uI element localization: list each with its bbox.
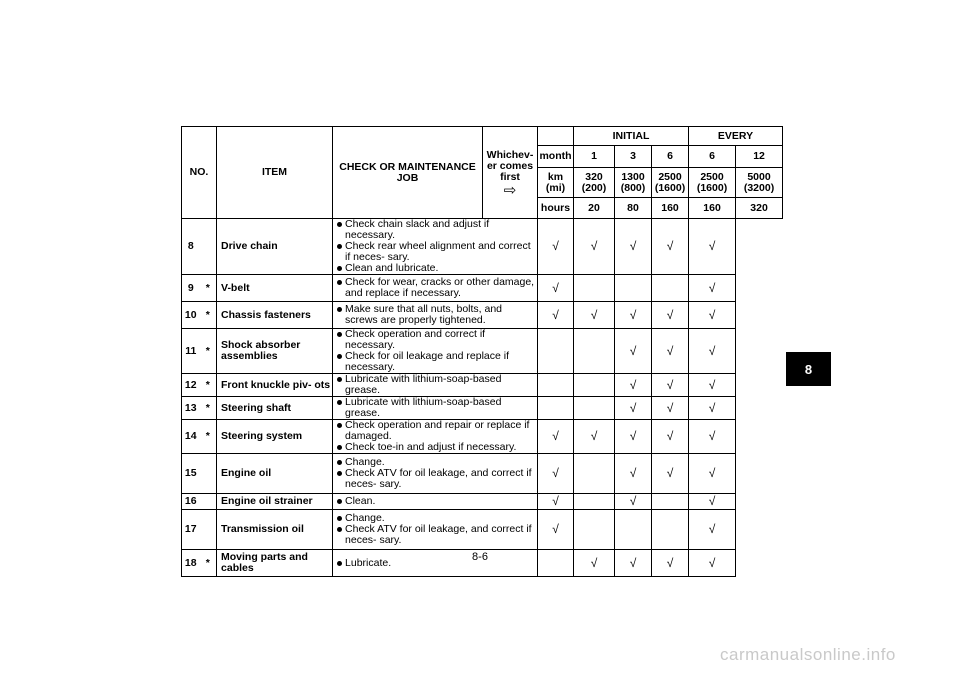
row-number: 8 [182,219,200,275]
row-item: Engine oil strainer [217,494,333,510]
job-bullet-item: Change. [336,457,537,468]
row-job [333,550,538,577]
job-list [336,558,537,569]
asterisk-mark: * [200,550,217,577]
check-mark: √ [574,302,615,329]
check-mark [652,275,689,302]
check-mark: √ [538,494,574,510]
check-mark: √ [652,302,689,329]
check-mark: √ [538,510,574,550]
check-mark: √ [689,454,736,494]
job-bullet-item: Check operation and repair or replace if damaged. [336,420,537,442]
job-bullet-item: Make sure that all nuts, bolts, and screws are properly tightened. [336,304,537,326]
check-mark: √ [689,510,736,550]
job-bullet-item: Check chain slack and adjust if necessary. [336,219,537,241]
km-label: km (mi) [538,168,574,198]
row-job [333,329,538,374]
table-row [182,302,783,329]
check-mark: √ [574,219,615,275]
row-item: Drive chain [217,219,333,275]
check-mark: √ [689,275,736,302]
check-mark: √ [538,454,574,494]
job-bullet-item: Clean. [336,496,537,507]
table-row [182,510,783,550]
check-mark [574,494,615,510]
check-mark: √ [538,420,574,454]
row-item: Transmission oil [217,510,333,550]
job-bullet-item: Check rear wheel alignment and correct if neces- sary. [336,241,537,263]
job-bullet-item: Check for oil leakage and replace if necessary. [336,351,537,373]
hours-value: 80 [615,198,652,219]
job-bullet-item: Check toe-in and adjust if necessary. [336,442,537,453]
row-item: Front knuckle piv- ots [217,374,333,397]
km-value: 2500 (1600) [652,168,689,198]
month-value: 12 [736,146,783,168]
row-job [333,494,538,510]
header-job: CHECK OR MAINTENANCE JOB [333,127,483,219]
job-list [336,420,537,453]
check-mark: √ [689,219,736,275]
check-mark: √ [574,550,615,577]
check-mark: √ [652,374,689,397]
watermark: carmanualsonline.info [720,645,896,664]
row-job [333,420,538,454]
check-mark: √ [689,420,736,454]
job-bullet-item: Lubricate with lithium-soap-based grease. [336,397,537,419]
job-bullet-item: Check ATV for oil leakage, and correct if neces- sary. [336,468,537,490]
check-mark: √ [615,454,652,494]
row-number: 14 [182,420,200,454]
hours-value: 320 [736,198,783,219]
km-value: 5000 (3200) [736,168,783,198]
asterisk-mark: * [200,275,217,302]
table-row [182,420,783,454]
row-job [333,374,538,397]
maintenance-schedule-table [181,126,783,577]
check-mark: √ [652,329,689,374]
row-job [333,397,538,420]
km-value: 1300 (800) [615,168,652,198]
row-number: 10 [182,302,200,329]
header-no: NO. [182,127,217,219]
job-list [336,329,537,373]
month-value: 6 [652,146,689,168]
schedule-rows [182,219,783,577]
hours-label: hours [538,198,574,219]
month-value: 3 [615,146,652,168]
job-bullet-item: Check for wear, cracks or other damage, and replace if necessary. [336,277,537,299]
check-mark: √ [689,302,736,329]
check-mark: √ [652,420,689,454]
check-mark [538,397,574,420]
asterisk-mark [200,219,217,275]
check-mark: √ [574,420,615,454]
row-job [333,302,538,329]
header-item: ITEM [217,127,333,219]
row-item: Chassis fasteners [217,302,333,329]
job-bullet-item: Check operation and correct if necessary. [336,329,537,351]
header-whichever [483,127,538,219]
check-mark [615,510,652,550]
check-mark: √ [538,219,574,275]
table-row [182,397,783,420]
row-item: Steering system [217,420,333,454]
row-job [333,219,538,275]
header-blank [538,127,574,146]
check-mark: √ [689,494,736,510]
header-initial: INITIAL [574,127,689,146]
hours-value: 160 [652,198,689,219]
row-number: 16 [182,494,200,510]
job-list [336,219,537,274]
table-row [182,374,783,397]
row-number: 12 [182,374,200,397]
row-job [333,275,538,302]
check-mark [574,510,615,550]
check-mark: √ [615,397,652,420]
row-job [333,454,538,494]
check-mark [652,510,689,550]
check-mark [574,275,615,302]
check-mark: √ [615,550,652,577]
job-list [336,457,537,490]
table-row [182,454,783,494]
check-mark [615,275,652,302]
right-arrow-icon: ⇨ [503,181,517,199]
table-row [182,329,783,374]
check-mark: √ [652,397,689,420]
row-number: 17 [182,510,200,550]
check-mark: √ [615,374,652,397]
row-item: Moving parts and cables [217,550,333,577]
row-item: Steering shaft [217,397,333,420]
check-mark: √ [689,550,736,577]
row-number: 11 [182,329,200,374]
check-mark: √ [615,302,652,329]
check-mark [574,329,615,374]
check-mark [574,454,615,494]
asterisk-mark: * [200,397,217,420]
job-bullet-item: Clean and lubricate. [336,263,537,274]
month-value: 6 [689,146,736,168]
km-value: 320 (200) [574,168,615,198]
asterisk-mark: * [200,302,217,329]
row-number: 9 [182,275,200,302]
check-mark [538,550,574,577]
check-mark: √ [652,219,689,275]
check-mark: √ [689,397,736,420]
hours-value: 20 [574,198,615,219]
check-mark: √ [689,329,736,374]
row-item: Shock absorber assemblies [217,329,333,374]
check-mark: √ [615,219,652,275]
row-number: 15 [182,454,200,494]
asterisk-mark: * [200,329,217,374]
asterisk-mark: * [200,420,217,454]
hours-value: 160 [689,198,736,219]
job-bullet-item: Lubricate with lithium-soap-based grease. [336,374,537,396]
check-mark [574,374,615,397]
check-mark: √ [615,494,652,510]
check-mark: √ [652,550,689,577]
check-mark: √ [652,454,689,494]
check-mark: √ [538,275,574,302]
table-row [182,494,783,510]
asterisk-mark: * [200,374,217,397]
job-list [336,374,537,396]
job-bullet-item: Lubricate. [336,558,537,569]
check-mark [538,374,574,397]
job-bullet-item: Check ATV for oil leakage, and correct if neces- sary. [336,524,537,546]
check-mark [652,494,689,510]
check-mark [538,329,574,374]
asterisk-mark [200,454,217,494]
job-list [336,397,537,419]
month-value: 1 [574,146,615,168]
table-row [182,275,783,302]
job-list [336,496,537,507]
page-number: 8-6 [472,551,488,563]
header-every: EVERY [689,127,783,146]
job-list [336,304,537,326]
check-mark: √ [689,374,736,397]
job-list [336,513,537,546]
km-value: 2500 (1600) [689,168,736,198]
asterisk-mark [200,494,217,510]
asterisk-mark [200,510,217,550]
chapter-tab: 8 [786,352,831,386]
row-item: Engine oil [217,454,333,494]
check-mark: √ [615,329,652,374]
row-job [333,510,538,550]
job-bullet-item: Change. [336,513,537,524]
row-number: 18 [182,550,200,577]
table-row [182,219,783,275]
check-mark: √ [538,302,574,329]
month-label: month [538,146,574,168]
check-mark [574,397,615,420]
row-item: V-belt [217,275,333,302]
whichever-label: Whichev- er comes first [486,148,534,183]
check-mark: √ [615,420,652,454]
row-number: 13 [182,397,200,420]
job-list [336,277,537,299]
